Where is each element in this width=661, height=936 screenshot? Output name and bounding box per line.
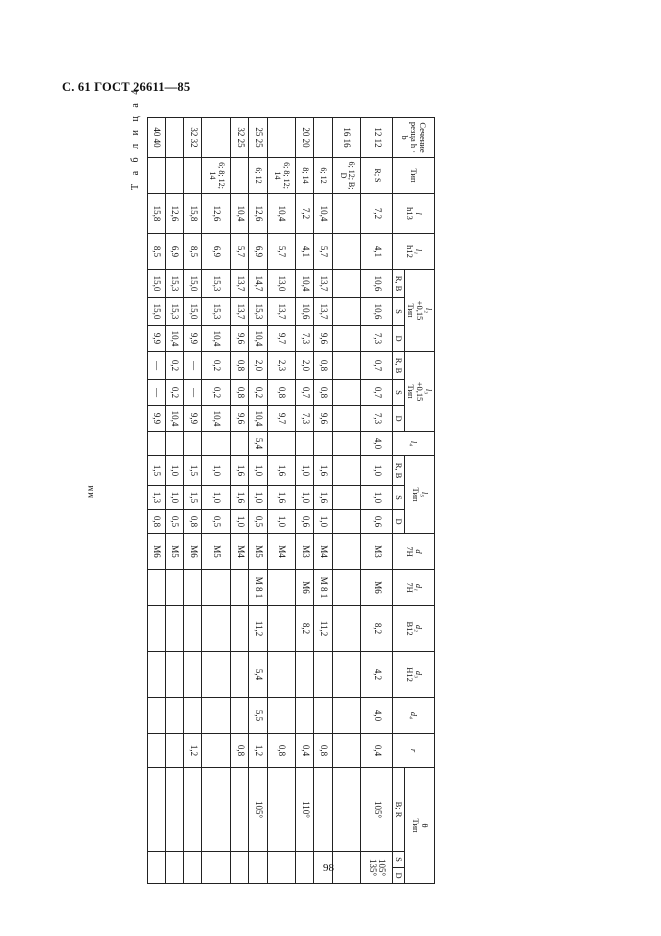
cell-type [231, 158, 249, 194]
cell-l1: 8,5 [184, 234, 202, 270]
cell-l5s: 1,0 [249, 486, 267, 510]
cell-l3d: 10,4 [249, 406, 267, 432]
cell-l1: 5,7 [231, 234, 249, 270]
cell-l4 [184, 432, 202, 456]
cell-l3rb: 0,2 [166, 352, 184, 380]
cell-l5s [332, 486, 361, 510]
cell-section [202, 118, 231, 158]
col-d4: d₄ [393, 698, 435, 734]
cell-d [332, 534, 361, 570]
sub-rb: R, B [393, 270, 405, 298]
cell-l3s: 0,8 [267, 380, 296, 406]
table-row [202, 118, 231, 884]
cell-r: 0,8 [231, 734, 249, 768]
cell-theta_br: 105° [249, 768, 267, 852]
cell-d1: M 8 1 [249, 570, 267, 606]
cell-d3: 5,4 [249, 652, 267, 698]
cell-d2 [267, 606, 296, 652]
cell-l3rb: 2,3 [267, 352, 296, 380]
cell-l1: 5,7 [314, 234, 332, 270]
col-l2: l₂ +0,15 Тип [405, 270, 435, 352]
cell-r: 0,4 [296, 734, 314, 768]
cell-d3 [296, 652, 314, 698]
cell-section: 40 40 [148, 118, 166, 158]
cell-d3 [231, 652, 249, 698]
cell-section [314, 118, 332, 158]
cell-l5rb: 1,0 [361, 456, 393, 486]
cell-section: 12 12 [361, 118, 393, 158]
cell-l3rb: 0,7 [361, 352, 393, 380]
table-row [166, 118, 184, 884]
cell-d4 [202, 698, 231, 734]
cell-l2d: 7,3 [361, 326, 393, 352]
cell-section [166, 118, 184, 158]
table-row [267, 118, 296, 884]
cell-l2rb: 13,7 [314, 270, 332, 298]
cell-d1 [184, 570, 202, 606]
cell-l3s: 0,8 [314, 380, 332, 406]
cell-r: 1,2 [184, 734, 202, 768]
cell-d4 [314, 698, 332, 734]
col-l: l h13 [393, 194, 435, 234]
cell-d: M4 [231, 534, 249, 570]
cell-l3s: 0,2 [202, 380, 231, 406]
cell-l5rb: 1,0 [249, 456, 267, 486]
cell-l2rb: 14,7 [249, 270, 267, 298]
cell-d: M6 [184, 534, 202, 570]
cell-theta_br: 110° [296, 768, 314, 852]
cell-section [267, 118, 296, 158]
header-row-1 [405, 118, 435, 884]
cell-l5rb: 1,0 [202, 456, 231, 486]
cell-d4 [148, 698, 166, 734]
col-l3: l₃ +0,15 Тип [405, 352, 435, 432]
cell-l1: 6,9 [249, 234, 267, 270]
cell-l3s: 0,8 [231, 380, 249, 406]
cell-l: 15,8 [148, 194, 166, 234]
cell-l: 7,2 [361, 194, 393, 234]
table-row [148, 118, 166, 884]
table-row [361, 118, 393, 884]
cell-l2s: 15,0 [184, 298, 202, 326]
cell-l3rb: 2,0 [296, 352, 314, 380]
sub-d: D [393, 510, 405, 534]
cell-d2 [166, 606, 184, 652]
cell-l3s: 0,7 [296, 380, 314, 406]
cell-d2 [332, 606, 361, 652]
cell-l4: 5,4 [249, 432, 267, 456]
cell-l5rb: 1,6 [267, 456, 296, 486]
cell-d: M5 [249, 534, 267, 570]
cell-l3d: 9,6 [314, 406, 332, 432]
cell-l: 10,4 [231, 194, 249, 234]
cell-l5d: 0,5 [166, 510, 184, 534]
dimensions-table [147, 117, 435, 884]
cell-d: M5 [202, 534, 231, 570]
cell-section: 32 25 [231, 118, 249, 158]
cell-l4 [166, 432, 184, 456]
cell-l4 [202, 432, 231, 456]
cell-type: 6; 8; 12; 14 [202, 158, 231, 194]
cell-d1: M6 [296, 570, 314, 606]
cell-d1 [332, 570, 361, 606]
cell-l1: 8,5 [148, 234, 166, 270]
cell-l3d: 7,3 [296, 406, 314, 432]
cell-d2: 8,2 [296, 606, 314, 652]
cell-l5d: 0,8 [184, 510, 202, 534]
cell-d1: M 8 1 [314, 570, 332, 606]
table-row [332, 118, 361, 884]
cell-d: M5 [166, 534, 184, 570]
cell-theta_br [314, 768, 332, 852]
cell-l4 [296, 432, 314, 456]
cell-l2d: 10,4 [166, 326, 184, 352]
cell-l5d: 0,6 [296, 510, 314, 534]
cell-l2rb: 15,3 [166, 270, 184, 298]
cell-type [166, 158, 184, 194]
cell-l3s: 0,2 [166, 380, 184, 406]
cell-l5s: 1,6 [231, 486, 249, 510]
cell-d2 [231, 606, 249, 652]
cell-l5s: 1,0 [361, 486, 393, 510]
table-label: Т а б л и ц а 4 [130, 86, 141, 190]
cell-d3 [314, 652, 332, 698]
cell-l1: 4,1 [361, 234, 393, 270]
cell-l2rb: 13,0 [267, 270, 296, 298]
cell-theta_br [231, 768, 249, 852]
cell-section: 20 20 [296, 118, 314, 158]
sub-rb: R, B [393, 456, 405, 486]
cell-d2: 11,2 [249, 606, 267, 652]
cell-d4 [184, 698, 202, 734]
cell-theta_s [296, 852, 314, 884]
cell-l2s: 10,6 [296, 298, 314, 326]
cell-theta_s: 105° 135° [361, 852, 393, 884]
cell-l3s: — [148, 380, 166, 406]
cell-r [166, 734, 184, 768]
col-d1: d₁ 7H [393, 570, 435, 606]
cell-l1: 5,7 [267, 234, 296, 270]
cell-theta_s [166, 852, 184, 884]
col-section: Сечение резца h · b [393, 118, 435, 158]
sub-s: S [393, 298, 405, 326]
cell-section: 25 25 [249, 118, 267, 158]
cell-d4 [267, 698, 296, 734]
cell-l: 15,8 [184, 194, 202, 234]
cell-d4: 5,5 [249, 698, 267, 734]
sub-s: S [393, 486, 405, 510]
sub-d: D [393, 868, 405, 884]
cell-d: M6 [148, 534, 166, 570]
cell-d4 [231, 698, 249, 734]
cell-l5d [332, 510, 361, 534]
cell-theta_br [267, 768, 296, 852]
cell-l4 [267, 432, 296, 456]
cell-d: M4 [267, 534, 296, 570]
cell-theta_s [267, 852, 296, 884]
cell-l4 [231, 432, 249, 456]
cell-theta_s [184, 852, 202, 884]
cell-l5s: 1,6 [267, 486, 296, 510]
cell-type: 8; 14 [296, 158, 314, 194]
cell-l5rb: 1,6 [231, 456, 249, 486]
cell-l4 [148, 432, 166, 456]
col-l1: l₁ h12 [393, 234, 435, 270]
cell-l3d: 9,7 [267, 406, 296, 432]
table-row [314, 118, 332, 884]
cell-d3 [148, 652, 166, 698]
cell-d1 [267, 570, 296, 606]
cell-l2d [332, 326, 361, 352]
cell-d3: 4,2 [361, 652, 393, 698]
cell-l3d: 9,9 [184, 406, 202, 432]
col-d3: d₃ H12 [393, 652, 435, 698]
cell-d3 [332, 652, 361, 698]
cell-l: 7,2 [296, 194, 314, 234]
cell-l2s: 15,3 [249, 298, 267, 326]
cell-d1 [202, 570, 231, 606]
cell-l2d: 9,6 [314, 326, 332, 352]
page-number: 98 [323, 862, 334, 874]
cell-l3rb: 0,2 [202, 352, 231, 380]
cell-l2rb: 10,6 [361, 270, 393, 298]
cell-d4 [296, 698, 314, 734]
cell-l3d: 7,3 [361, 406, 393, 432]
cell-d3 [184, 652, 202, 698]
cell-d2: 8,2 [361, 606, 393, 652]
cell-l2s: 15,0 [148, 298, 166, 326]
unit-label: мм [85, 484, 95, 498]
cell-theta_br [332, 768, 361, 852]
cell-type: 6; 12 [314, 158, 332, 194]
cell-l2s: 15,3 [202, 298, 231, 326]
col-r: r [393, 734, 435, 768]
cell-d2 [148, 606, 166, 652]
cell-l2rb: 13,7 [231, 270, 249, 298]
cell-l3rb: — [184, 352, 202, 380]
cell-l5d: 1,0 [314, 510, 332, 534]
cell-l5s: 1,0 [166, 486, 184, 510]
col-type: Тип [393, 158, 435, 194]
cell-theta_s [249, 852, 267, 884]
cell-l2rb: 10,4 [296, 270, 314, 298]
cell-l3rb: 0,8 [314, 352, 332, 380]
cell-l3rb [332, 352, 361, 380]
cell-l5s: 1,6 [314, 486, 332, 510]
cell-theta_s [332, 852, 361, 884]
cell-l3s [332, 380, 361, 406]
cell-l3d: 9,6 [231, 406, 249, 432]
cell-type [148, 158, 166, 194]
cell-l5s: 1,3 [148, 486, 166, 510]
cell-l3d: 9,9 [148, 406, 166, 432]
cell-l5rb: 1,6 [314, 456, 332, 486]
cell-l3rb: — [148, 352, 166, 380]
cell-l2d: 10,4 [249, 326, 267, 352]
cell-l2rb: 15,0 [184, 270, 202, 298]
cell-l5d: 0,6 [361, 510, 393, 534]
cell-l3s: 0,2 [249, 380, 267, 406]
col-l5: l₅ Тип [405, 456, 435, 534]
cell-theta_br [184, 768, 202, 852]
cell-l5s: 1,0 [296, 486, 314, 510]
cell-l2s: 13,7 [314, 298, 332, 326]
cell-d1 [231, 570, 249, 606]
cell-type: 6; 8; 12; 14 [267, 158, 296, 194]
cell-l2d: 9,9 [148, 326, 166, 352]
cell-theta_br [202, 768, 231, 852]
table-row [296, 118, 314, 884]
cell-l2d: 9,9 [184, 326, 202, 352]
cell-l4 [332, 432, 361, 456]
cell-l5s: 1,0 [202, 486, 231, 510]
cell-theta_s [231, 852, 249, 884]
sub-br: B; R [393, 768, 405, 852]
cell-l5d: 1,0 [267, 510, 296, 534]
cell-l5rb: 1,0 [166, 456, 184, 486]
cell-theta_s [202, 852, 231, 884]
cell-type: 6; 12; B; D [332, 158, 361, 194]
cell-l5rb [332, 456, 361, 486]
cell-l3rb: 2,0 [249, 352, 267, 380]
cell-d2 [184, 606, 202, 652]
table-row [184, 118, 202, 884]
table-body [148, 118, 393, 884]
cell-l5rb: 1,5 [184, 456, 202, 486]
col-l4: l₄ [393, 432, 435, 456]
cell-l5d: 0,8 [148, 510, 166, 534]
cell-d3 [166, 652, 184, 698]
cell-d1: M6 [361, 570, 393, 606]
cell-l3d [332, 406, 361, 432]
cell-l1: 6,9 [202, 234, 231, 270]
cell-l2d: 9,6 [231, 326, 249, 352]
cell-d: M4 [314, 534, 332, 570]
cell-l5s: 1,5 [184, 486, 202, 510]
cell-l2s: 13,7 [231, 298, 249, 326]
cell-d1 [166, 570, 184, 606]
cell-theta_s [148, 852, 166, 884]
cell-l5d: 1,0 [231, 510, 249, 534]
cell-r [202, 734, 231, 768]
cell-l2s: 13,7 [267, 298, 296, 326]
cell-l1 [332, 234, 361, 270]
col-d: d 7H [393, 534, 435, 570]
cell-l: 12,6 [166, 194, 184, 234]
cell-theta_br: 105° [361, 768, 393, 852]
cell-l2rb [332, 270, 361, 298]
cell-section: 16 16 [332, 118, 361, 158]
cell-l2s: 15,3 [166, 298, 184, 326]
cell-l [332, 194, 361, 234]
cell-l: 12,6 [249, 194, 267, 234]
cell-l5rb: 1,0 [296, 456, 314, 486]
sub-d: D [393, 326, 405, 352]
cell-section: 32 32 [184, 118, 202, 158]
cell-type: 6; 12 [249, 158, 267, 194]
cell-type: R; S [361, 158, 393, 194]
sub-s: S [393, 380, 405, 406]
cell-d1 [148, 570, 166, 606]
cell-l2s: 10,6 [361, 298, 393, 326]
cell-r [148, 734, 166, 768]
cell-l2d: 10,4 [202, 326, 231, 352]
cell-l4: 4,0 [361, 432, 393, 456]
cell-l4 [314, 432, 332, 456]
col-d2: d₂ B12 [393, 606, 435, 652]
cell-r [332, 734, 361, 768]
cell-l1: 6,9 [166, 234, 184, 270]
cell-d4 [332, 698, 361, 734]
cell-l3d: 10,4 [166, 406, 184, 432]
col-theta: θ Тип [405, 768, 435, 884]
cell-type [184, 158, 202, 194]
cell-l: 10,4 [314, 194, 332, 234]
cell-d4: 4,0 [361, 698, 393, 734]
cell-r: 0,4 [361, 734, 393, 768]
cell-l3d: 10,4 [202, 406, 231, 432]
cell-d: M3 [361, 534, 393, 570]
cell-r: 1,2 [249, 734, 267, 768]
cell-d3 [267, 652, 296, 698]
cell-d3 [202, 652, 231, 698]
sub-s: S [393, 852, 405, 868]
cell-l5d: 0,5 [249, 510, 267, 534]
cell-l5rb: 1,5 [148, 456, 166, 486]
cell-l2rb: 15,0 [148, 270, 166, 298]
cell-l2s [332, 298, 361, 326]
cell-d2 [202, 606, 231, 652]
page-header: С. 61 ГОСТ 26611—85 [62, 80, 191, 94]
cell-theta_br [166, 768, 184, 852]
cell-l3rb: 0,8 [231, 352, 249, 380]
cell-l: 10,4 [267, 194, 296, 234]
table-row [231, 118, 249, 884]
cell-l1: 4,1 [296, 234, 314, 270]
cell-l5d: 0,5 [202, 510, 231, 534]
table-row [249, 118, 267, 884]
cell-d: M3 [296, 534, 314, 570]
sub-d: D [393, 406, 405, 432]
cell-l2rb: 15,3 [202, 270, 231, 298]
cell-d2: 11,2 [314, 606, 332, 652]
cell-r: 0,8 [267, 734, 296, 768]
cell-l: 12,6 [202, 194, 231, 234]
cell-l3s: — [184, 380, 202, 406]
cell-r: 0,8 [314, 734, 332, 768]
cell-theta_br [148, 768, 166, 852]
cell-l3s: 0,7 [361, 380, 393, 406]
cell-l2d: 9,7 [267, 326, 296, 352]
cell-d4 [166, 698, 184, 734]
cell-l2d: 7,3 [296, 326, 314, 352]
sub-rb: R, B [393, 352, 405, 380]
